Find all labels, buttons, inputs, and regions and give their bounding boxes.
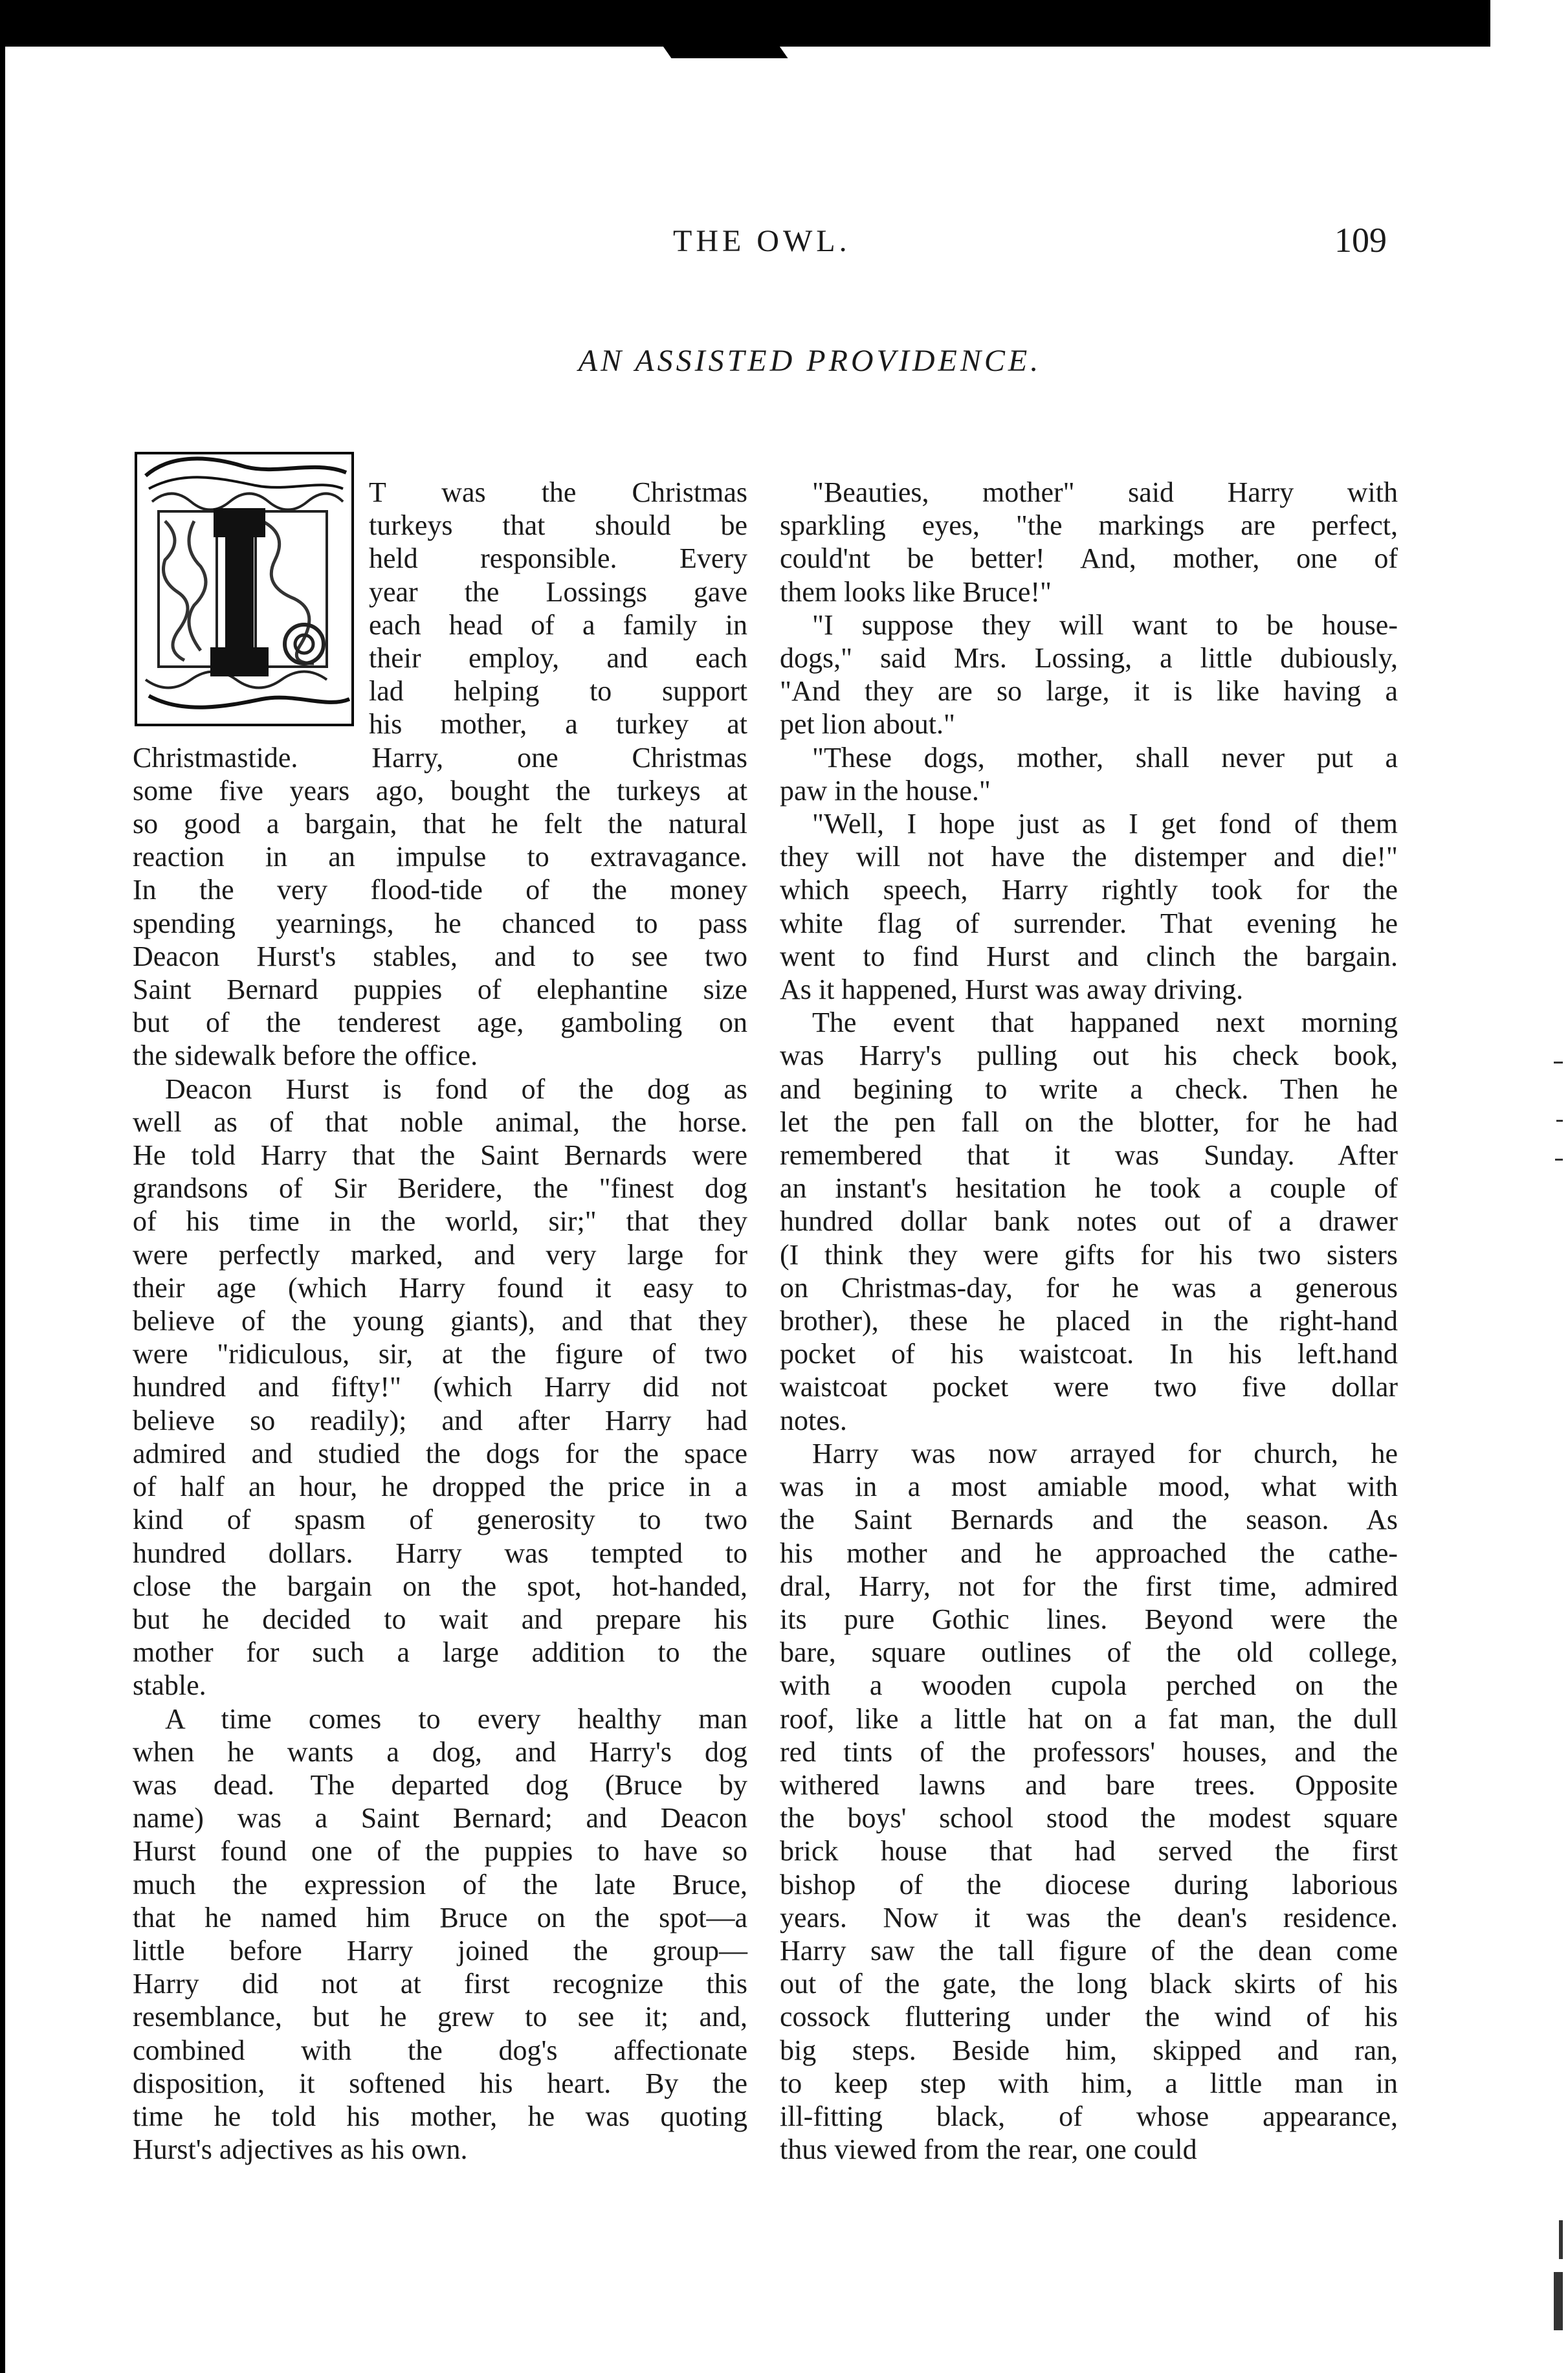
text-line: dogs," said Mrs. Lossing, a little dubiously, [780,642,1398,674]
scan-right-marks [1550,1062,1563,2356]
text-line: combined with the dog's affectionate [133,2034,747,2066]
text-line: A time comes to every healthy man [165,1702,747,1735]
text-line: on Christmas-day, for he was a generous [780,1271,1398,1304]
text-line: pocket of his waistcoat. In his left.hand [780,1338,1398,1370]
text-line: "And they are so large, it is like having a [780,675,1398,707]
text-line: brother), these he placed in the right-hand [780,1305,1398,1337]
text-line: bishop of the diocese during laborious [780,1868,1398,1900]
text-line: but of the tenderest age, gamboling on [133,1007,747,1039]
text-line: his mother, a turkey at [369,708,747,741]
text-line: year the Lossings gave [369,575,747,608]
text-line: Harry did not at first recognize this [133,1968,747,2000]
text-line: cossock fluttering under the wind of his [780,2001,1398,2033]
text-line: was Harry's pulling out his check book, [780,1040,1398,1072]
text-line: Deacon Hurst's stables, and to see two [133,940,747,972]
text-line: them looks like Bruce!" [780,575,1052,608]
text-line: little before Harry joined the group— [133,1934,747,1966]
text-line: white flag of surrender. That evening he [780,907,1398,939]
text-line: turkeys that should be [369,509,747,542]
running-head: THE OWL. [673,224,851,258]
text-line: big steps. Beside him, skipped and ran, [780,2034,1398,2066]
text-line: Harry was now arrayed for church, he [812,1437,1398,1469]
text-line: the sidewalk before the office. [133,1040,478,1072]
text-line: out of the gate, the long black skirts of his [780,1968,1398,2000]
text-line: "Beauties, mother" said Harry with [812,476,1398,508]
text-line: withered lawns and bare trees. Opposite [780,1768,1398,1801]
decorated-initial-letter [133,450,356,728]
text-line: were perfectly marked, and very large for [133,1238,747,1271]
text-line: Hurst found one of the puppies to have so [133,1835,747,1867]
text-line: grandsons of Sir Beridere, the "finest dog [133,1172,747,1205]
text-line: years. Now it was the dean's residence. [780,1901,1398,1933]
text-line: lad helping to support [369,675,747,707]
text-line: stable. [133,1669,206,1702]
text-line: dral, Harry, not for the first time, admired [780,1570,1398,1602]
text-line: "These dogs, mother, shall never put a [812,741,1398,774]
text-line: the Saint Bernards and the season. As [780,1504,1398,1536]
text-line: T was the Christmas [369,476,747,508]
text-line: held responsible. Every [369,542,747,575]
text-line: Hurst's adjectives as his own. [133,2133,468,2166]
text-line: well as of that noble animal, the horse. [133,1106,747,1138]
text-line: reaction in an impulse to extravagance. [133,841,747,873]
text-line: believe of the young giants), and that they [133,1305,747,1337]
text-line: so good a bargain, that he felt the natural [133,808,747,840]
text-line: but he decided to wait and prepare his [133,1603,747,1635]
text-line: which speech, Harry rightly took for the [780,874,1398,906]
text-line: mother for such a large addition to the [133,1636,747,1669]
text-line: kind of spasm of generosity to two [133,1504,747,1536]
scan-top-border [0,0,1568,52]
text-line: waistcoat pocket were two five dollar [780,1371,1398,1403]
text-line: when he wants a dog, and Harry's dog [133,1735,747,1768]
text-line: resemblance, but he grew to see it; and, [133,2001,747,2033]
text-line: was dead. The departed dog (Bruce by [133,1768,747,1801]
text-line: spending yearnings, he chanced to pass [133,907,747,939]
text-line: Harry saw the tall figure of the dean come [780,1934,1398,1966]
text-line: Saint Bernard puppies of elephantine size [133,974,747,1006]
article-title: AN ASSISTED PROVIDENCE. [578,344,1042,378]
text-line: could'nt be better! And, mother, one of [780,542,1398,575]
text-line: roof, like a little hat on a fat man, the dull [780,1702,1398,1735]
text-line: hundred dollar bank notes out of a drawer [780,1205,1398,1238]
text-line: his mother and he approached the cathe- [780,1537,1398,1569]
text-line: notes. [780,1404,847,1436]
text-line: bare, square outlines of the old college, [780,1636,1398,1669]
text-line: "Well, I hope just as I get fond of them [812,808,1398,840]
text-line: In the very flood-tide of the money [133,874,747,906]
text-line: went to find Hurst and clinch the bargain. [780,940,1398,972]
text-line: admired and studied the dogs for the space [133,1437,747,1469]
text-line: that he named him Bruce on the spot—a [133,1901,747,1933]
text-line: paw in the house." [780,774,991,807]
text-line: an instant's hesitation he took a couple of [780,1172,1398,1205]
text-line: As it happened, Hurst was away driving. [780,974,1244,1006]
text-line: let the pen fall on the blotter, for he had [780,1106,1398,1138]
text-line: was in a most amiable mood, what with [780,1471,1398,1503]
text-line: of his time in the world, sir;" that they [133,1205,747,1238]
ornament-icon [133,450,356,728]
text-line: Christmastide. Harry, one Christmas [133,741,747,774]
right-column [780,476,1398,2166]
text-line: disposition, it softened his heart. By the [133,2067,747,2099]
text-line: remembered that it was Sunday. After [780,1139,1398,1172]
text-line: were "ridiculous, sir, at the figure of two [133,1338,747,1370]
text-line: time he told his mother, he was quoting [133,2100,747,2132]
text-line: their age (which Harry found it easy to [133,1271,747,1304]
scan-left-edge [0,39,5,2373]
text-line: to keep step with him, a little man in [780,2067,1398,2099]
text-line: their employ, and each [369,642,747,674]
text-line: "I suppose they will want to be house- [812,608,1398,641]
page-number: 109 [1334,221,1387,260]
text-line: with a wooden cupola perched on the [780,1669,1398,1702]
text-line: each head of a family in [369,608,747,641]
text-line: The event that happaned next morning [812,1007,1398,1039]
text-line: the boys' school stood the modest square [780,1802,1398,1834]
text-line: some five years ago, bought the turkeys at [133,774,747,807]
text-line: name) was a Saint Bernard; and Deacon [133,1802,747,1834]
text-line: (I think they were gifts for his two sisters [780,1238,1398,1271]
text-line: believe so readily); and after Harry had [133,1404,747,1436]
text-line: much the expression of the late Bruce, [133,1868,747,1900]
text-line: its pure Gothic lines. Beyond were the [780,1603,1398,1635]
text-line: He told Harry that the Saint Bernards were [133,1139,747,1172]
left-column [133,476,747,2166]
text-line: Deacon Hurst is fond of the dog as [165,1073,747,1105]
text-line: thus viewed from the rear, one could [780,2133,1197,2166]
text-line: hundred and fifty!" (which Harry did not [133,1371,747,1403]
text-line: hundred dollars. Harry was tempted to [133,1537,747,1569]
text-line: they will not have the distemper and die!" [780,841,1398,873]
text-line: and begining to write a check. Then he [780,1073,1398,1105]
text-line: sparkling eyes, "the markings are perfect, [780,509,1398,542]
text-line: ill-fitting black, of whose appearance, [780,2100,1398,2132]
text-line: of half an hour, he dropped the price in a [133,1471,747,1503]
text-line: brick house that had served the first [780,1835,1398,1867]
text-line: pet lion about." [780,708,955,741]
text-line: close the bargain on the spot, hot-handed, [133,1570,747,1602]
text-line: red tints of the professors' houses, and the [780,1735,1398,1768]
